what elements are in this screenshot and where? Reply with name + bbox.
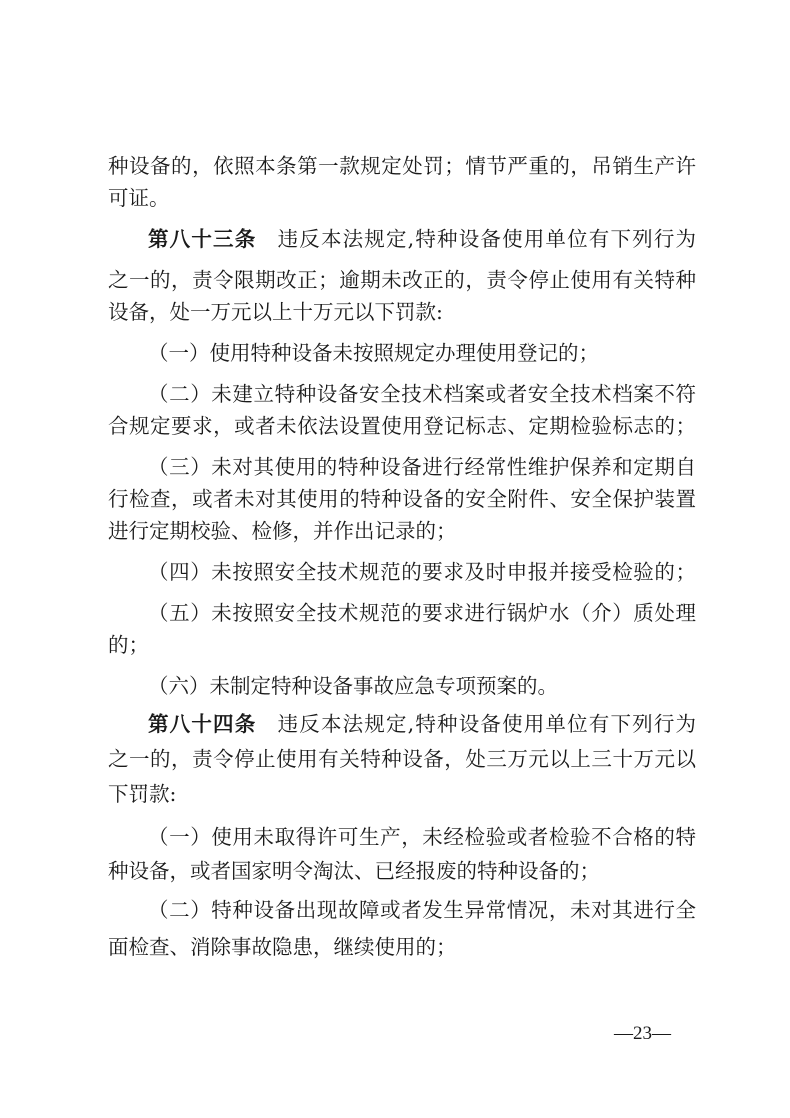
article-83-text: 违反本法规定,特种设备使用单位有下列行为 — [276, 227, 697, 251]
paragraph-line: 种设备的，依照本条第一款规定处罚；情节严重的，吊销生产许 — [108, 154, 696, 178]
paragraph-line: 面检查、消除事故隐患，继续使用的； — [108, 935, 457, 959]
article-83-heading: 第八十三条 — [148, 227, 257, 251]
article-84-text: 违反本法规定,特种设备使用单位有下列行为 — [276, 712, 697, 736]
article-83-first-line — [148, 227, 696, 251]
list-item: （四）未按照安全技术规范的要求及时申报并接受检验的； — [148, 560, 696, 584]
article-84-first-line — [148, 712, 696, 736]
list-item: （一）使用未取得许可生产，未经检验或者检验不合格的特 — [148, 825, 696, 849]
paragraph-line: 进行定期校验、检修，并作出记录的； — [108, 519, 457, 543]
paragraph-line: 下罚款: — [108, 782, 177, 806]
paragraph-line: 合规定要求，或者未依法设置使用登记标志、定期检验标志的； — [108, 414, 696, 438]
paragraph-line: 的； — [108, 633, 149, 657]
paragraph-line: 设备，处一万元以上十万元以下罚款: — [108, 300, 443, 324]
list-item: （二）特种设备出现故障或者发生异常情况，未对其进行全 — [148, 898, 696, 922]
page-number: —23— — [614, 1023, 671, 1044]
list-item: （二）未建立特种设备安全技术档案或者安全技术档案不符 — [148, 382, 696, 406]
list-item: （三）未对其使用的特种设备进行经常性维护保养和定期自 — [148, 455, 696, 479]
list-item: （五）未按照安全技术规范的要求进行锅炉水（介）质处理 — [148, 601, 696, 625]
paragraph-line: 行检查，或者未对其使用的特种设备的安全附件、安全保护装置 — [108, 487, 696, 511]
paragraph-line: 之一的，责令停止使用有关特种设备，处三万元以上三十万元以 — [108, 747, 696, 771]
paragraph-line: 之一的，责令限期改正；逾期未改正的，责令停止使用有关特种 — [108, 268, 696, 292]
article-84-heading: 第八十四条 — [148, 712, 257, 736]
list-item: （一）使用特种设备未按照规定办理使用登记的； — [148, 341, 599, 365]
list-item: （六）未制定特种设备事故应急专项预案的。 — [148, 674, 558, 698]
paragraph-line: 可证。 — [108, 186, 170, 210]
paragraph-line: 种设备，或者国家明令淘汰、已经报废的特种设备的； — [108, 859, 600, 883]
